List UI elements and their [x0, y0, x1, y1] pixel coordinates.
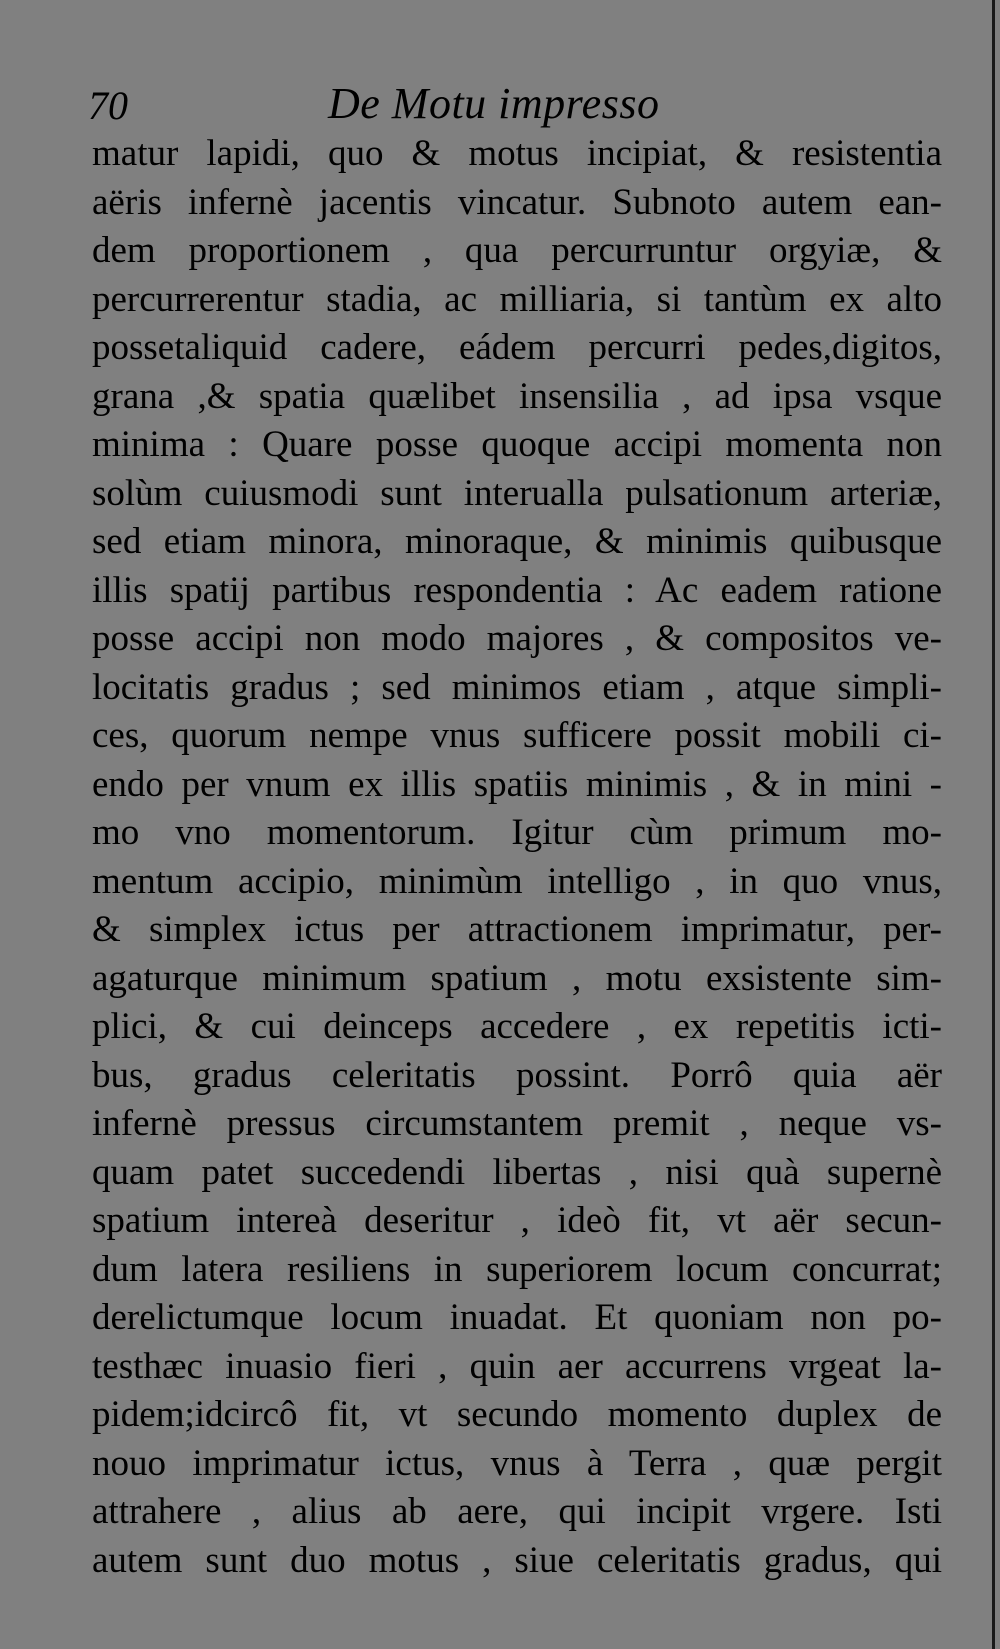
text-line: spatium intereà deseritur , ideò fit, vt aër secun- [92, 1200, 942, 1241]
text-line: infernè pressus circumstantem premit , neque vs- [92, 1103, 942, 1144]
text-line: attrahere , alius ab aere, qui incipit vrgere. Isti [92, 1491, 942, 1532]
text-line: derelictumque locum inuadat. Et quoniam non po- [92, 1297, 942, 1338]
text-line: minima : Quare posse quoque accipi momenta non [92, 424, 942, 465]
text-line: illis spatij partibus respondentia : Ac eadem ratione [92, 569, 942, 611]
body-text [92, 130, 942, 1585]
page-edge-line [992, 0, 995, 1649]
text-line: nouo imprimatur ictus, vnus à Terra , quæ pergit [92, 1442, 942, 1484]
text-line: locitatis gradus ; sed minimos etiam , atque simpli- [92, 666, 942, 708]
text-line: posse accipi non modo majores , & compositos ve- [92, 618, 942, 659]
text-line: & simplex ictus per attractionem imprimatur, per- [92, 909, 942, 950]
text-line: testhæc inuasio fieri , quin aer accurrens vrgeat la- [92, 1345, 942, 1387]
text-line: solùm cuiusmodi sunt interualla pulsationum arteriæ, [92, 472, 942, 514]
text-line: aëris infernè jacentis vincatur. Subnoto autem ean- [92, 181, 942, 223]
text-line: possetaliquid cadere, eádem percurri pedes,digitos, [92, 327, 942, 368]
text-line: plici, & cui deinceps accedere , ex repetitis icti- [92, 1006, 942, 1047]
text-line: agaturque minimum spatium , motu exsistente sim- [92, 957, 942, 999]
text-line: percurrerentur stadia, ac milliaria, si tantùm ex alto [92, 278, 942, 320]
text-line: bus, gradus celeritatis possint. Porrô quia aër [92, 1054, 942, 1096]
text-line: endo per vnum ex illis spatiis minimis , & in mini - [92, 763, 942, 805]
text-line: autem sunt duo motus , siue celeritatis gradus, qui [92, 1539, 942, 1581]
text-line: mo vno momentorum. Igitur cùm primum mo- [92, 812, 942, 853]
text-line: mentum accipio, minimùm intelligo , in quo vnus, [92, 860, 942, 902]
text-line: pidem;idcircô fit, vt secundo momento duplex de [92, 1394, 942, 1435]
page-header [88, 78, 948, 128]
text-line: quam patet succedendi libertas , nisi quà supernè [92, 1151, 942, 1193]
text-line: sed etiam minora, minoraque, & minimis quibusque [92, 521, 942, 562]
running-head: De Motu impresso [328, 79, 660, 128]
page-number: 70 [88, 83, 128, 128]
text-line: grana ,& spatia quælibet insensilia , ad ipsa vsque [92, 375, 942, 417]
text-line: dem proportionem , qua percurruntur orgyiæ, & [92, 230, 942, 271]
text-line: dum latera resiliens in superiorem locum concurrat; [92, 1248, 942, 1290]
text-line: ces, quorum nempe vnus sufficere possit mobili ci- [92, 715, 942, 756]
text-line: matur lapidi, quo & motus incipiat, & resistentia [92, 133, 942, 174]
